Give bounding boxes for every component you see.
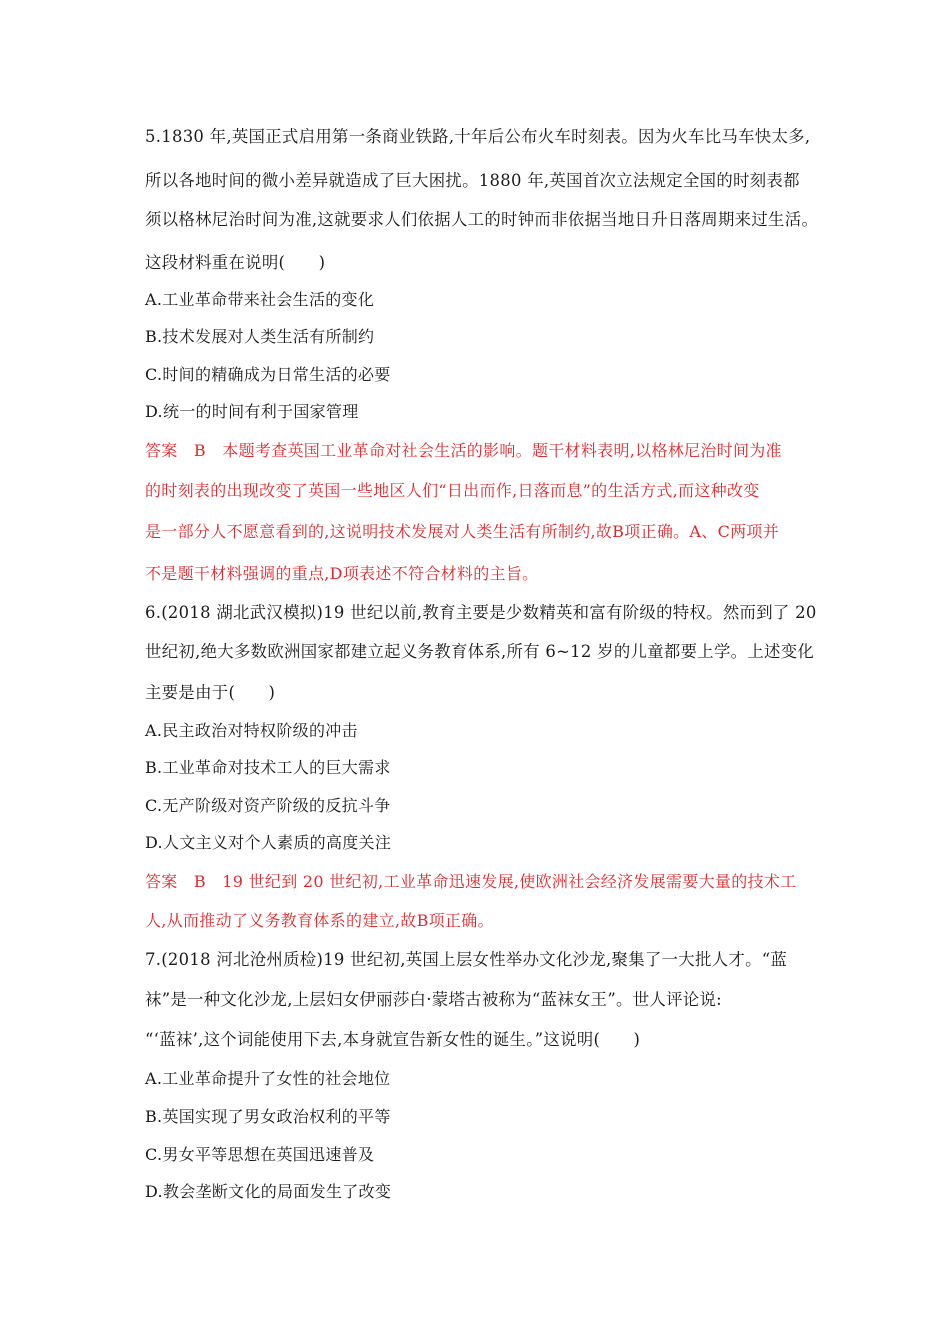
q7-stem-line-2: 袜”是一种文化沙龙,上层妇女伊丽莎白·蒙塔古被称为“蓝袜女王”。世人评论说: [145,990,722,1009]
q7-stem-line-1: 7.(2018 河北沧州质检)19 世纪初,英国上层女性举办文化沙龙,聚集了一大批人才。“蓝 [145,950,788,969]
q7-stem-line-3: “‘蓝袜’,这个词能使用下去,本身就宣告新女性的诞生。”这说明( ) [145,1030,641,1049]
q6-stem-line-3: 主要是由于( ) [145,683,276,702]
q5-stem-line-4: 这段材料重在说明( ) [145,253,326,272]
q5-stem-line-3: 须以格林尼治时间为准,这就要求人们依据人工的时钟而非依据当地日升日落周期来过生活。 [145,210,819,229]
q5-answer-line-2: 的时刻表的出现改变了英国一些地区人们“日出而作,日落而息”的生活方式,而这种改变 [145,481,760,500]
q6-stem-line-2: 世纪初,绝大多数欧洲国家都建立起义务教育体系,所有 6~12 岁的儿童都要上学。上述变化 [145,642,815,661]
q6-option-a: A.民主政治对特权阶级的冲击 [145,721,358,740]
q7-option-b: B.英国实现了男女政治权利的平等 [145,1107,391,1126]
q5-answer-line-1: 答案 B 本题考查英国工业革命对社会生活的影响。题干材料表明,以格林尼治时间为准 [145,441,782,460]
q5-option-c: C.时间的精确成为日常生活的必要 [145,365,391,384]
q5-answer-line-3: 是一部分人不愿意看到的,这说明技术发展对人类生活有所制约,故B项正确。A、C两项并 [145,522,780,541]
q6-answer-line-1: 答案 B 19 世纪到 20 世纪初,工业革命迅速发展,使欧洲社会经济发展需要大量的技术工 [145,872,797,891]
q5-option-d: D.统一的时间有利于国家管理 [145,402,359,421]
q6-option-b: B.工业革命对技术工人的巨大需求 [145,758,391,777]
q6-option-c: C.无产阶级对资产阶级的反抗斗争 [145,796,391,815]
q5-option-a: A.工业革命带来社会生活的变化 [145,290,375,309]
q7-option-d: D.教会垄断文化的局面发生了改变 [145,1182,392,1201]
q5-stem-line-1: 5.1830 年,英国正式启用第一条商业铁路,十年后公布火车时刻表。因为火车比马车快太多, [145,127,811,146]
q6-option-d: D.人文主义对个人素质的高度关注 [145,833,392,852]
q7-option-a: A.工业革命提升了女性的社会地位 [145,1069,391,1088]
q7-option-c: C.男女平等思想在英国迅速普及 [145,1145,375,1164]
q5-answer-line-4: 不是题干材料强调的重点,D项表述不符合材料的主旨。 [145,564,539,583]
q5-stem-line-2: 所以各地时间的微小差异就造成了巨大困扰。1880 年,英国首次立法规定全国的时刻表都 [145,171,800,190]
q6-answer-line-2: 人,从而推动了义务教育体系的建立,故B项正确。 [145,911,494,930]
q6-stem-line-1: 6.(2018 湖北武汉模拟)19 世纪以前,教育主要是少数精英和富有阶级的特权。然而到了 20 [145,603,817,622]
q5-option-b: B.技术发展对人类生活有所制约 [145,327,375,346]
